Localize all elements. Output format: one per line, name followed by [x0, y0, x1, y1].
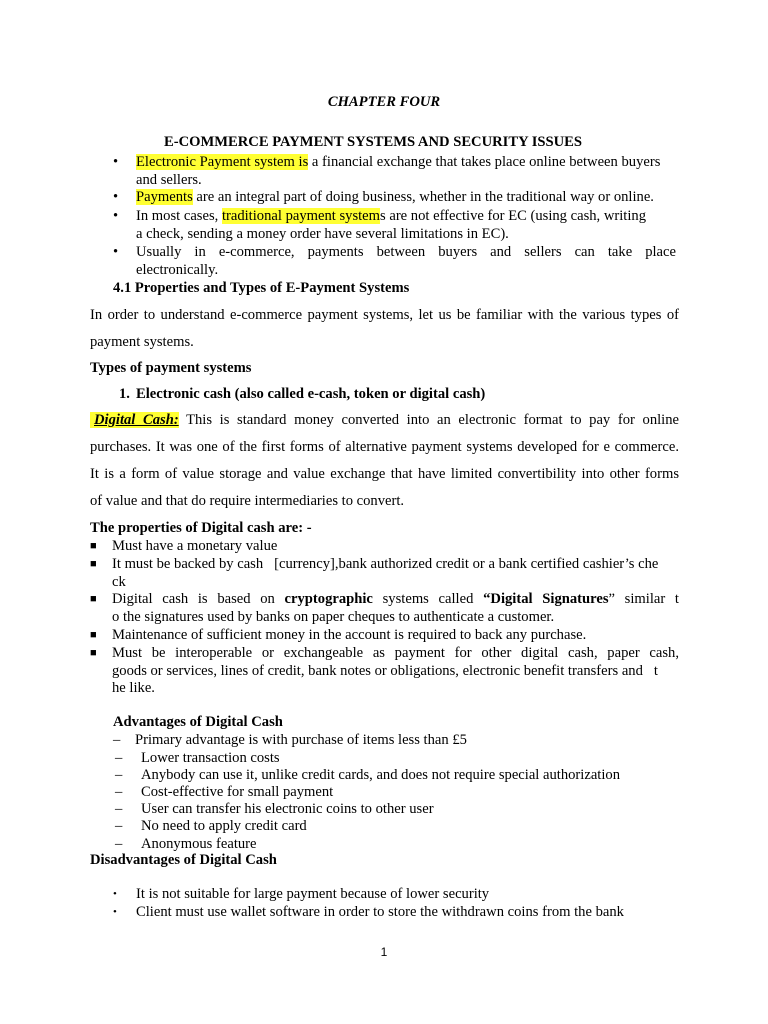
property-1: Must have a monetary value [112, 538, 278, 554]
digital-cash-paragraph: Digital Cash: This is standard money converted into an electronic format to pay for online purchases. It was one of the first forms of alternative payment systems developed for e commerce. It is a form of value storage and value exchange that have limited convertibility into other forms of value and that do require intermediaries to convert. [90, 412, 680, 509]
bullet-mark: • [113, 154, 119, 170]
section-4-1-heading: 4.1 Properties and Types of E-Payment Systems [113, 280, 410, 296]
dash-bullet: – [115, 750, 123, 766]
type-1-number: 1. [119, 386, 130, 402]
highlight: Payments [136, 189, 193, 205]
intro-bullet-2: Payments are an integral part of doing business, whether in the traditional way or online. [136, 189, 654, 205]
property-3: Digital cash is based on cryptographic systems called “Digital Signatures” similar t o the signatures used by banks on paper cheques to authenticate a customer. [112, 591, 679, 625]
dash-bullet: – [113, 732, 121, 748]
square-bullet: ■ [90, 647, 97, 659]
bullet-mark: • [113, 208, 119, 224]
advantage-4: Cost-effective for small payment [141, 784, 334, 800]
square-bullet: ■ [90, 629, 97, 641]
property-4: Maintenance of sufficient money in the account is required to back any purchase. [112, 627, 587, 643]
advantages-heading: Advantages of Digital Cash [113, 714, 283, 730]
disadvantages-heading: Disadvantages of Digital Cash [90, 852, 277, 868]
page-number: 1 [380, 945, 388, 959]
dash-bullet: – [115, 767, 123, 783]
bullet-mark: • [113, 906, 117, 918]
advantage-6: No need to apply credit card [141, 818, 307, 834]
advantage-5: User can transfer his electronic coins to other user [141, 801, 434, 817]
intro-bullet-3: In most cases, traditional payment systems are not effective for EC (using cash, writing a check, sending a money order have several limitations in EC). [136, 208, 647, 242]
bullet-mark: • [113, 888, 117, 900]
square-bullet: ■ [90, 593, 97, 605]
types-heading: Types of payment systems [90, 360, 252, 376]
property-5: Must be interoperable or exchangeable as payment for other digital cash, paper cash, goods or services, lines of credit, bank notes or obligations, electronic benefit transfers and t he like. [112, 645, 679, 696]
section-4-1-paragraph: In order to understand e-commerce payment systems, let us be familiar with the various types of payment systems. [90, 307, 679, 350]
properties-heading: The properties of Digital cash are: - [90, 520, 312, 536]
highlight: Electronic Payment system is [136, 154, 309, 170]
advantage-2: Lower transaction costs [141, 750, 280, 766]
property-2: It must be backed by cash [currency],bank authorized credit or a bank certified cashier’s che ck [112, 556, 659, 590]
disadvantage-2: Client must use wallet software in order to store the withdrawn coins from the bank [136, 904, 624, 920]
square-bullet: ■ [90, 558, 97, 570]
dash-bullet: – [115, 836, 123, 852]
main-heading: E-COMMERCE PAYMENT SYSTEMS AND SECURITY ISSUES [164, 134, 583, 150]
dash-bullet: – [115, 784, 123, 800]
intro-bullet-4: Usually in e-commerce, payments between buyers and sellers can take place electronically. [136, 244, 676, 278]
digital-cash-term: Digital Cash: [90, 412, 179, 428]
advantage-1: Primary advantage is with purchase of items less than £5 [135, 732, 467, 748]
highlight: traditional payment system [221, 208, 381, 224]
square-bullet: ■ [90, 540, 97, 552]
dash-bullet: – [115, 801, 123, 817]
advantage-3: Anybody can use it, unlike credit cards, and does not require special authorization [141, 767, 621, 783]
bullet-mark: • [113, 189, 119, 205]
bullet-mark: • [113, 244, 119, 260]
type-1-label: Electronic cash (also called e-cash, token or digital cash) [136, 386, 486, 402]
intro-bullet-1: Electronic Payment system is a financial exchange that takes place online between buyers and sellers. [136, 154, 661, 188]
disadvantage-1: It is not suitable for large payment because of lower security [136, 886, 490, 902]
chapter-title: CHAPTER FOUR [327, 94, 441, 110]
dash-bullet: – [115, 818, 123, 834]
advantage-7: Anonymous feature [141, 836, 257, 852]
